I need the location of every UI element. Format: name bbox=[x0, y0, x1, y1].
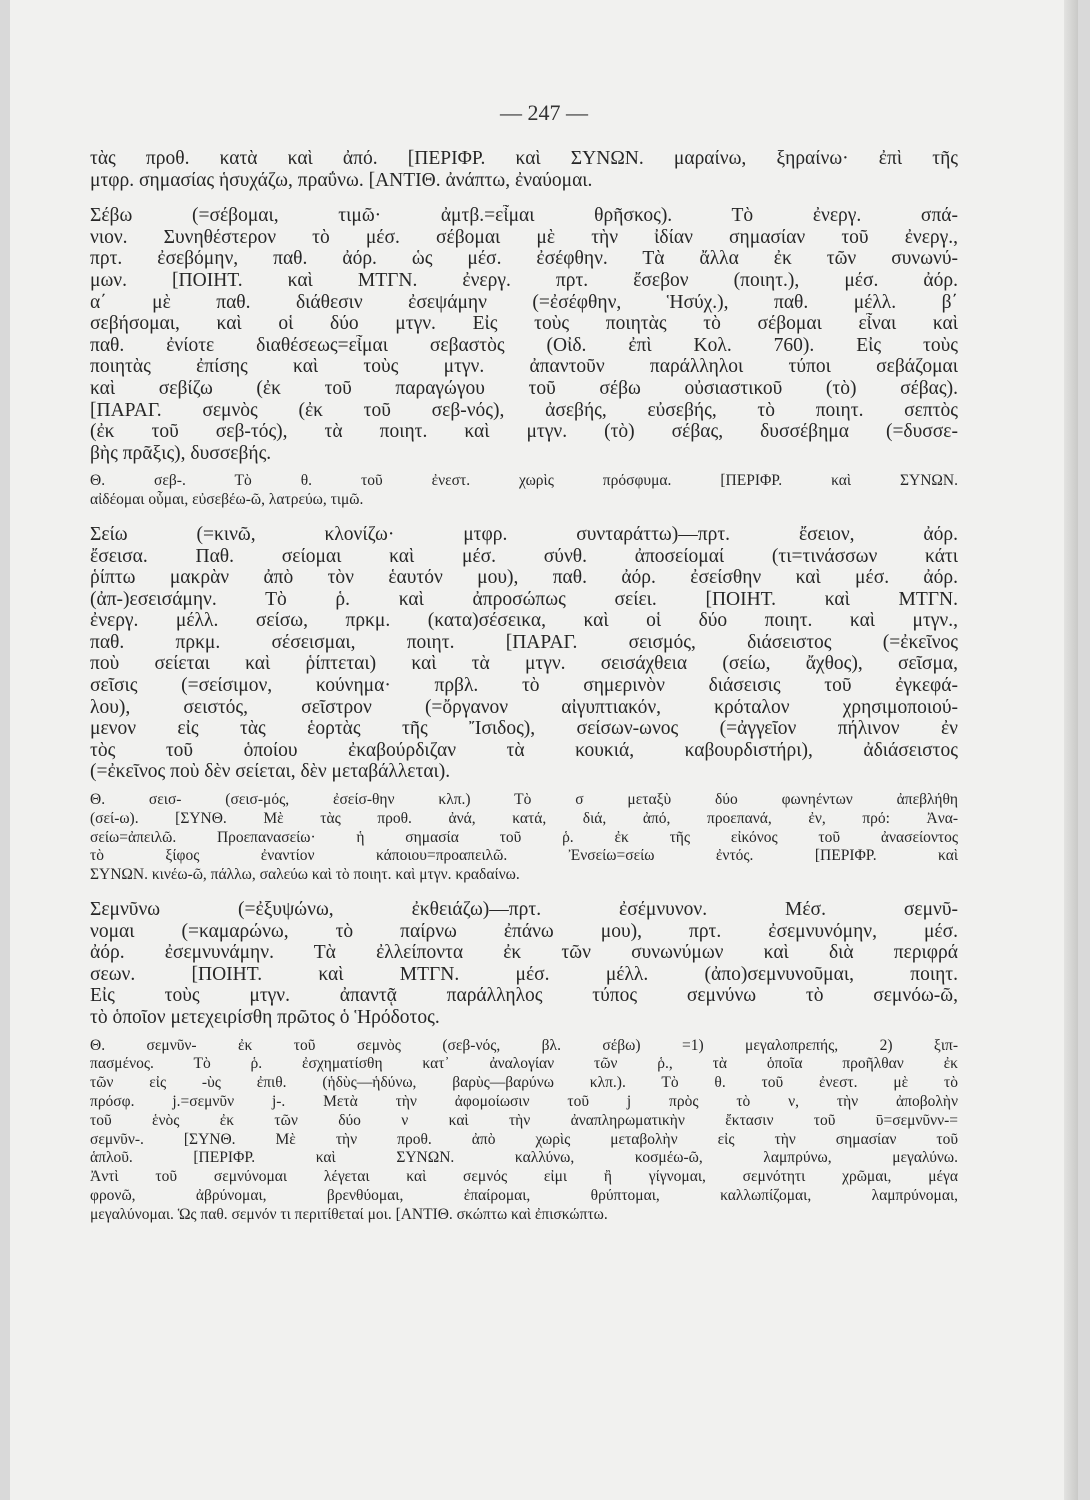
text-line: παθ. πρκμ. σέσεισμαι, ποιητ. [ΠΑΡΑΓ. σεισμός, διάσειστος (=ἐκεῖνος bbox=[90, 631, 958, 653]
text-line: (ἐκ τοῦ σεβ-τός), τὰ ποιητ. καὶ μτγν. (τὸ) σέβας, δυσσέβημα (=δυσσε- bbox=[90, 421, 958, 443]
text-line: τοῦ ἑνὸς ἐκ τῶν δύο ν καὶ τὴν ἀναπληρωματικὴν ἔκτασιν τοῦ ῡ=σεμνῦνν-= bbox=[90, 1111, 958, 1129]
text-line: τὸ ξίφος ἐναντίον κάποιου=προαπειλῶ. Ἐνσείω=σείω ἐντός. [ΠΕΡΙΦΡ. καὶ bbox=[90, 847, 958, 865]
text-line: ποὺ σείεται καὶ ῥίπτεται) καὶ τὰ μτγν. σεισάχθεια (σείω, ἄχθος), σεῖσμα, bbox=[90, 653, 958, 675]
text-line: πρόσφ. j.=σεμνῦν j-. Μετὰ τὴν ἀφομοίωσιν τοῦ j πρὸς τὸ ν, τὴν ἀποβολὴν bbox=[90, 1092, 958, 1110]
text-line: Εἰς τοὺς μτγν. ἀπαντᾷ παράλληλος τύπος σεμνύνω τὸ σεμνόω-ῶ, bbox=[90, 985, 958, 1007]
text-line: σεων. [ΠΟΙΗΤ. καὶ ΜΤΓΝ. μέσ. μέλλ. (ἀπο)σεμνυνοῦμαι, ποιητ. bbox=[90, 963, 958, 985]
etymology-note bbox=[90, 791, 958, 885]
text-line: ἀόρ. ἐσεμνυνάμην. Τὰ ἐλλείποντα ἐκ τῶν συνωνύμων καὶ διὰ περιφρά bbox=[90, 942, 958, 964]
text-line: ποιητὰς ἐπίσης καὶ τοὺς μτγν. ἀπαντοῦν παράλληλοι τύποι σεβάζομαι bbox=[90, 356, 958, 378]
text-line: καὶ σεβίζω (ἐκ τοῦ παραγώγου τοῦ σέβω οὐσιαστικοῦ (τὸ) σέβας). bbox=[90, 377, 958, 399]
text-line: τὸ ὁποῖον μετεχειρίσθη πρῶτος ὁ Ἡρόδοτος. bbox=[90, 1006, 440, 1028]
paragraph-gap bbox=[90, 885, 958, 899]
page-text bbox=[90, 148, 958, 1225]
text-line: (=ἐκεῖνος ποὺ δὲν σείεται, δὲν μεταβάλλεται). bbox=[90, 761, 451, 783]
text-line: βὴς πρᾶξις), δυσσεβής. bbox=[90, 442, 272, 464]
text-line: [ΠΑΡΑΓ. σεμνὸς (ἐκ τοῦ σεβ-νός), ἀσεβής, εὐσεβής, τὸ ποιητ. σεπτὸς bbox=[90, 399, 958, 421]
text-line: πρτ. ἐσεβόμην, παθ. ἀόρ. ὡς μέσ. ἐσέφθην. Τὰ ἄλλα ἐκ τῶν συνωνύ- bbox=[90, 248, 958, 270]
paragraph-gap bbox=[90, 1029, 958, 1037]
text-line: πασμένος. Τὸ ῥ. ἐσχηματίσθη κατ᾽ ἀναλογίαν τῶν ῥ., τὰ ὁποῖα προῆλθαν ἐκ bbox=[90, 1055, 958, 1073]
paragraph-gap bbox=[90, 464, 958, 472]
book-page bbox=[10, 0, 1078, 1500]
text-line: σεβήσομαι, καὶ οἱ δύο μτγν. Εἰς τοὺς ποιητὰς τὸ σέβομαι εἶναι καὶ bbox=[90, 313, 958, 335]
page-edge-shadow bbox=[1064, 0, 1078, 1500]
text-line: (σεί-ω). [ΣΥΝΘ. Μὲ τὰς προθ. ἀνά, κατά, διά, ἀπό, προεπανά, ἐν, πρό: Ἀνα- bbox=[90, 809, 958, 827]
text-line: ῥίπτω μακρὰν ἀπὸ τὸν ἑαυτόν μου), παθ. ἀόρ. ἐσείσθην καὶ μέσ. ἀόρ. bbox=[90, 567, 958, 589]
page-number: — 247 — bbox=[500, 100, 588, 125]
text-line: Θ. σεμνῦν- ἐκ τοῦ σεμνὸς (σεβ-νός, βλ. σέβω) =1) μεγαλοπρεπής, 2) ξιπ- bbox=[90, 1036, 958, 1054]
text-line: παθ. ἐνίοτε διαθέσεως=εἶμαι σεβαστὸς (Οἰδ. ἐπὶ Κολ. 760). Εἰς τοὺς bbox=[90, 334, 958, 356]
etymology-note bbox=[90, 1037, 958, 1225]
text-line: Σείω (=κινῶ, κλονίζω· μτφρ. συνταράττω)—πρτ. ἔσειον, ἀόρ. bbox=[90, 523, 958, 545]
text-line: τὸς τοῦ ὁποίου ἐκαβούρδιζαν τὰ κουκιά, καβουρδιστήρι), ἀδιάσειστος bbox=[90, 739, 958, 761]
text-line: λου), σειστός, σεῖστρον (=ὄργανον αἰγυπτιακόν, κρόταλον χρησιμοποιού- bbox=[90, 696, 958, 718]
text-line: ἐνεργ. μέλλ. σείσω, πρκμ. (κατα)σέσεικα, καὶ οἱ δύο ποιητ. καὶ μτγν., bbox=[90, 610, 958, 632]
etymology-note bbox=[90, 472, 958, 510]
paragraph-gap bbox=[90, 191, 958, 205]
entry-paragraph bbox=[90, 205, 958, 464]
text-line: σεῖσις (=σείσιμον, κούνημα· πρβλ. τὸ σημερινὸν διάσεισις τοῦ ἐγκεφά- bbox=[90, 675, 958, 697]
text-line: ΣΥΝΩΝ. κινέω-ῶ, πάλλω, σαλεύω καὶ τὸ ποιητ. καὶ μτγν. κραδαίνω. bbox=[90, 866, 520, 884]
text-line: μτφρ. σημασίας ἡσυχάζω, πραΰνω. [ΑΝΤΙΘ. ἀνάπτω, ἐναύομαι. bbox=[90, 169, 593, 191]
text-line: νιον. Συνηθέστερον τὸ μέσ. σέβομαι μὲ τὴν ἰδίαν σημασίαν τοῦ ἐνεργ., bbox=[90, 226, 958, 248]
text-line: φρονῶ, ἀβρύνομαι, βρενθύομαι, ἐπαίρομαι, θρύπτομαι, καλλωπίζομαι, λαμπρύνομαι, bbox=[90, 1186, 958, 1204]
text-line: ἁπλοῦ. [ΠΕΡΙΦΡ. καὶ ΣΥΝΩΝ. καλλύνω, κοσμέω-ῶ, λαμπρύνω, μεγαλύνω. bbox=[90, 1149, 958, 1167]
text-line: αἰδέομαι οὗμαι, εὐσεβέω-ῶ, λατρεύω, τιμῶ. bbox=[90, 491, 364, 509]
text-line: μενον εἰς τὰς ἑορτὰς τῆς Ἴσιδος), σείσων-ωνος (=ἀγγεῖον πήλινον ἐν bbox=[90, 718, 958, 740]
text-line: νομαι (=καμαρώνω, τὸ παίρνω ἐπάνω μου), πρτ. ἐσεμνυνόμην, μέσ. bbox=[90, 920, 958, 942]
text-line: (ἀπ-)εσεισάμην. Τὸ ῥ. καὶ ἀπροσώπως σείει. [ΠΟΙΗΤ. καὶ ΜΤΓΝ. bbox=[90, 588, 958, 610]
paragraph-gap bbox=[90, 783, 958, 791]
text-line: μεγαλύνομαι. Ὡς παθ. σεμνόν τι περιτίθεταί μοι. [ΑΝΤΙΘ. σκώπτω καὶ ἐπισκώπτω. bbox=[90, 1205, 608, 1223]
text-line: τὰς προθ. κατὰ καὶ ἀπό. [ΠΕΡΙΦΡ. καὶ ΣΥΝΩΝ. μαραίνω, ξηραίνω· ἐπὶ τῆς bbox=[90, 148, 958, 169]
text-line: τῶν εἰς -ὺς ἐπιθ. (ἡδὺς—ἡδύνω, βαρὺς—βαρύνω κλπ.). Τὸ θ. τοῦ ἐνεστ. μὲ τὸ bbox=[90, 1074, 958, 1092]
text-line: Σεμνῦνω (=ἐξυψώνω, ἐκθειάζω)—πρτ. ἐσέμνυνον. Μέσ. σεμνῦ- bbox=[90, 899, 958, 921]
entry-paragraph bbox=[90, 148, 958, 191]
text-line: Σέβω (=σέβομαι, τιμῶ· ἀμτβ.=εἶμαι θρῆσκος). Τὸ ἐνεργ. σπά- bbox=[90, 205, 958, 227]
paragraph-gap bbox=[90, 510, 958, 524]
text-line: σείω=ἀπειλῶ. Προεπανασείω· ἡ σημασία τοῦ ῥ. ἐκ τῆς εἰκόνος τοῦ ἀνασείοντος bbox=[90, 828, 958, 846]
text-line: σεμνῦν-. [ΣΥΝΘ. Μὲ τὴν προθ. ἀπὸ χωρὶς μεταβολὴν εἰς τὴν σημασίαν τοῦ bbox=[90, 1130, 958, 1148]
entry-paragraph bbox=[90, 899, 958, 1029]
text-line: Ἀντὶ τοῦ σεμνύνομαι λέγεται καὶ σεμνός εἰμι ἢ γίγνομαι, σεμνότητι χρῶμαι, μέγα bbox=[90, 1168, 958, 1186]
text-line: Θ. σεισ- (σεισ-μός, ἐσείσ-θην κλπ.) Τὸ σ μεταξὺ δύο φωνηέντων ἀπεβλήθη bbox=[90, 791, 958, 809]
text-line: α΄ μὲ παθ. διάθεσιν ἐσεψάμην (=ἐσέφθην, Ἡσύχ.), παθ. μέλλ. β΄ bbox=[90, 291, 958, 313]
text-line: ἔσεισα. Παθ. σείομαι καὶ μέσ. σύνθ. ἀποσείομαί (τι=τινάσσων κάτι bbox=[90, 545, 958, 567]
text-line: μων. [ΠΟΙΗΤ. καὶ ΜΤΓΝ. ἐνεργ. πρτ. ἔσεβον (ποιητ.), μέσ. ἀόρ. bbox=[90, 269, 958, 291]
entry-paragraph bbox=[90, 524, 958, 783]
text-line: Θ. σεβ-. Τὸ θ. τοῦ ἐνεστ. χωρὶς πρόσφυμα. [ΠΕΡΙΦΡ. καὶ ΣΥΝΩΝ. bbox=[90, 472, 958, 490]
